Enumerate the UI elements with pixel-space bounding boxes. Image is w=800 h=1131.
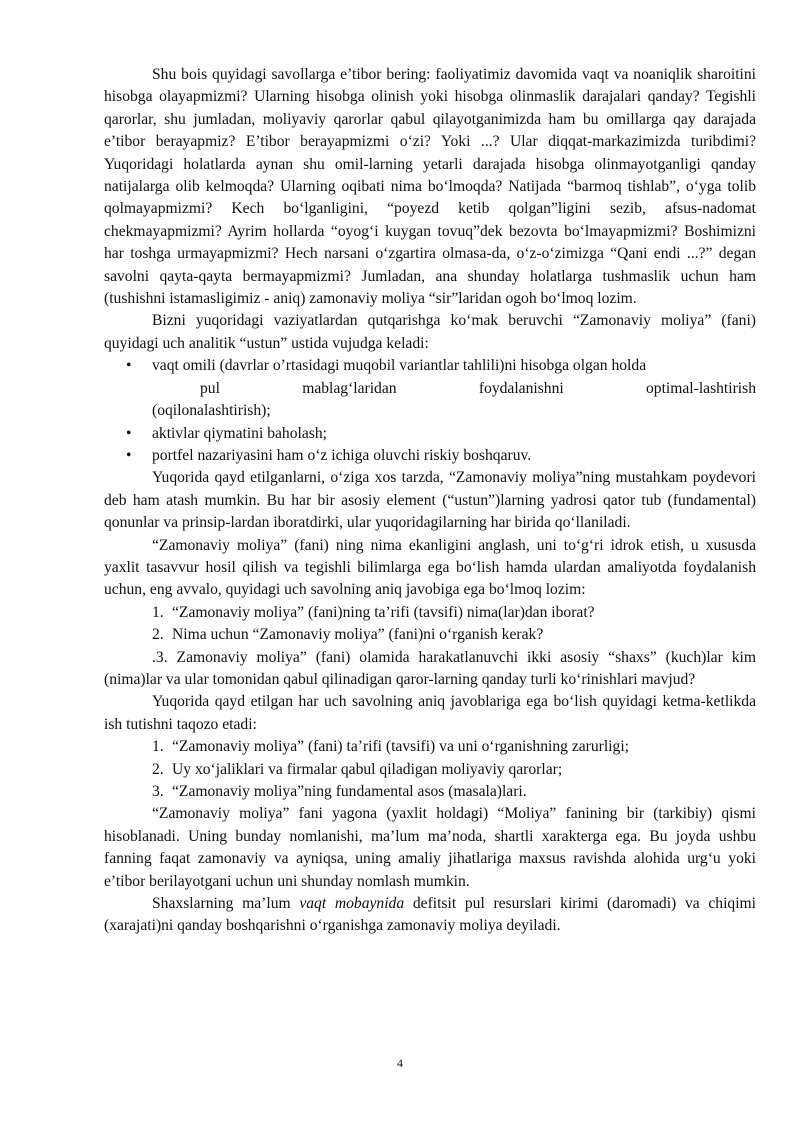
list-item-text: Nima uchun “Zamonaviy moliya” (fani)ni o‘rganish kerak? bbox=[172, 626, 544, 644]
list-item bbox=[104, 445, 756, 467]
list-item bbox=[104, 624, 756, 646]
paragraph-three-questions: “Zamonaviy moliya” (fani) ning nima ekanligini anglash, uni to‘g‘ri idrok etish, u xususda yaxlit tasavvur hosil qilish va tegishli bilimlarga ega bo‘lish hamda ulardan amaliyotda foydalanish uchun, eng avvalo, quyidagi uch savolning aniq javobiga ega bo‘lmoq lozim: bbox=[104, 536, 756, 599]
list-item-text: “Zamonaviy moliya” (fani)ning ta’rifi (tavsifi) nima(lar)dan iborat? bbox=[172, 603, 595, 621]
list-number: 2. bbox=[152, 626, 164, 644]
paragraph-subject-part: “Zamonaviy moliya” fani yagona (yaxlit holdagi) “Moliya” fanining bir (tarkibiy) qismi hisoblanadi. Uning bunday nomlanishi, ma’lum ma’noda, shartli xarakterga ega. Bu joyda ushbu fanning faqat zamonaviy va ayniqsa, uning amaliy jihatlariga maxsus ravishda alohida urg‘u yoki e’tibor berilayotgani uchun uni shunday nomlash mumkin. bbox=[104, 805, 756, 890]
list-item bbox=[104, 602, 756, 624]
list-item-text: aktivlar qiymatini baholash; bbox=[152, 424, 327, 442]
list-number: 1. bbox=[152, 603, 164, 621]
list-item-text: portfel nazariyasini ham o‘z ichiga oluvchi riskiy boshqaruv. bbox=[152, 446, 532, 464]
page-content bbox=[104, 64, 756, 938]
bullet-icon: • bbox=[126, 424, 132, 442]
list-item bbox=[104, 759, 756, 781]
list-item-text: “Zamonaviy moliya”ning fundamental asos (masala)lari. bbox=[172, 783, 527, 800]
bullet-icon: • bbox=[126, 357, 132, 375]
list-number: 1. bbox=[152, 738, 164, 756]
list-item bbox=[104, 423, 756, 445]
list-item-continuation: (oqilonalashtirish); bbox=[152, 402, 271, 420]
question-three: .3. Zamonaviy moliya” (fani) olamida harakatlanuvchi ikki asosiy “shaxs” (kuch)lar kim (nima)lar va ular tomonidan qabul qilinadigan qaror-larning qanday turli ko‘rinishlari mavjud? bbox=[104, 648, 756, 688]
list-item bbox=[104, 736, 756, 758]
definition-end: defitsit pul resurslari kirimi (daromadi) va chiqimi (xarajati)ni qanday boshqarishni o‘rganishga zamonaviy moliya deyiladi. bbox=[104, 895, 756, 935]
paragraph-definition bbox=[104, 893, 756, 938]
list-item bbox=[104, 355, 756, 377]
list-item bbox=[104, 781, 756, 803]
steps-list bbox=[104, 736, 756, 803]
list-number: 3. bbox=[152, 783, 164, 800]
questions-list bbox=[104, 602, 756, 647]
bullet-icon: • bbox=[126, 446, 132, 464]
page-number: 4 bbox=[397, 1056, 403, 1070]
paragraph-sequence: Yuqorida qayd etilgan har uch savolning aniq javoblariga ega bo‘lish quyidagi ketma-ketlikda ish tutishni taqozo etadi: bbox=[104, 693, 756, 733]
list-item-text: “Zamonaviy moliya” (fani) ta’rifi (tavsifi) va uni o‘rganishning zarurligi; bbox=[172, 738, 629, 756]
list-item-text: vaqt omili (davrlar o’rtasidagi muqobil variantlar tahlili)ni hisobga olgan holda bbox=[152, 357, 647, 375]
paragraph-pillars-intro: Bizni yuqoridagi vaziyatlardan qutqarishga ko‘mak beruvchi “Zamonaviy moliya” (fani) quyidagi uch analitik “ustun” ustida vujudga keladi: bbox=[104, 312, 756, 352]
pillars-list bbox=[104, 355, 756, 467]
definition-emphasis: vaqt mobaynida bbox=[299, 895, 405, 913]
list-item-continuation: pul mablag‘laridan foydalanishni optimal-lashtirish bbox=[200, 379, 756, 397]
paragraph-foundation: Yuqorida qayd etilganlarni, o‘ziga xos tarzda, “Zamonaviy moliya”ning mustahkam poydevori deb ham atash mumkin. Bu har bir asosiy element (“ustun”)larning yadrosi qator tub (fundamental) qonunlar va prinsip-lardan iboratdirki, ular yuqoridagilarning har birida qo‘llaniladi. bbox=[104, 469, 756, 532]
list-number: 2. bbox=[152, 760, 164, 778]
paragraph-intro-questions: Shu bois quyidagi savollarga e’tibor bering: faoliyatimiz davomida vaqt va noaniqlik sharoitini hisobga olayapmizmi? Ularning hisobga olinish yoki hisobga olinmaslik darajalari qanday? Tegishli qarorlar, shu jumladan, moliyaviy qarorlar qabul qilayotganimizda ham bu omillarga qay darajada e’tibor berayapmiz? E’tibor berayapmizmi o‘zi? Yoki ...? Ular diqqat-markazimizda turibdimi? Yuqoridagi holatlarda aynan shu omil-larning yetarli darajada hisobga olinmayotganligi qanday natijalarga olib kelmoqda? Ularning oqibati nima bo‘lmoqda? Natijada “barmoq tishlab”, o‘yga tolib qolmayapmizmi? Kech bo‘lganligini, “poyezd ketib qolgan”ligini sezib, afsus-nadomat chekmayapmizmi? Ayrim hollarda “oyog‘i kuygan tovuq”dek bezovta bo‘lmayapmizmi? Boshimizni har toshga urmayapmizmi? Hech narsani o‘zgartira olmasa-da, o‘z-o‘zimizga “Qani endi ...?” degan savolni qayta-qayta bermayapmizmi? Jumladan, ana shunday holatlarga tushmaslik uchun ham (tushishni istamasligimiz - aniq) zamonaviy moliya “sir”laridan ogoh bo‘lmoq lozim. bbox=[104, 66, 756, 308]
definition-start: Shaxslarning ma’lum bbox=[152, 895, 300, 913]
list-item-text: Uy xo‘jaliklari va firmalar qabul qiladigan moliyaviy qarorlar; bbox=[172, 760, 563, 778]
